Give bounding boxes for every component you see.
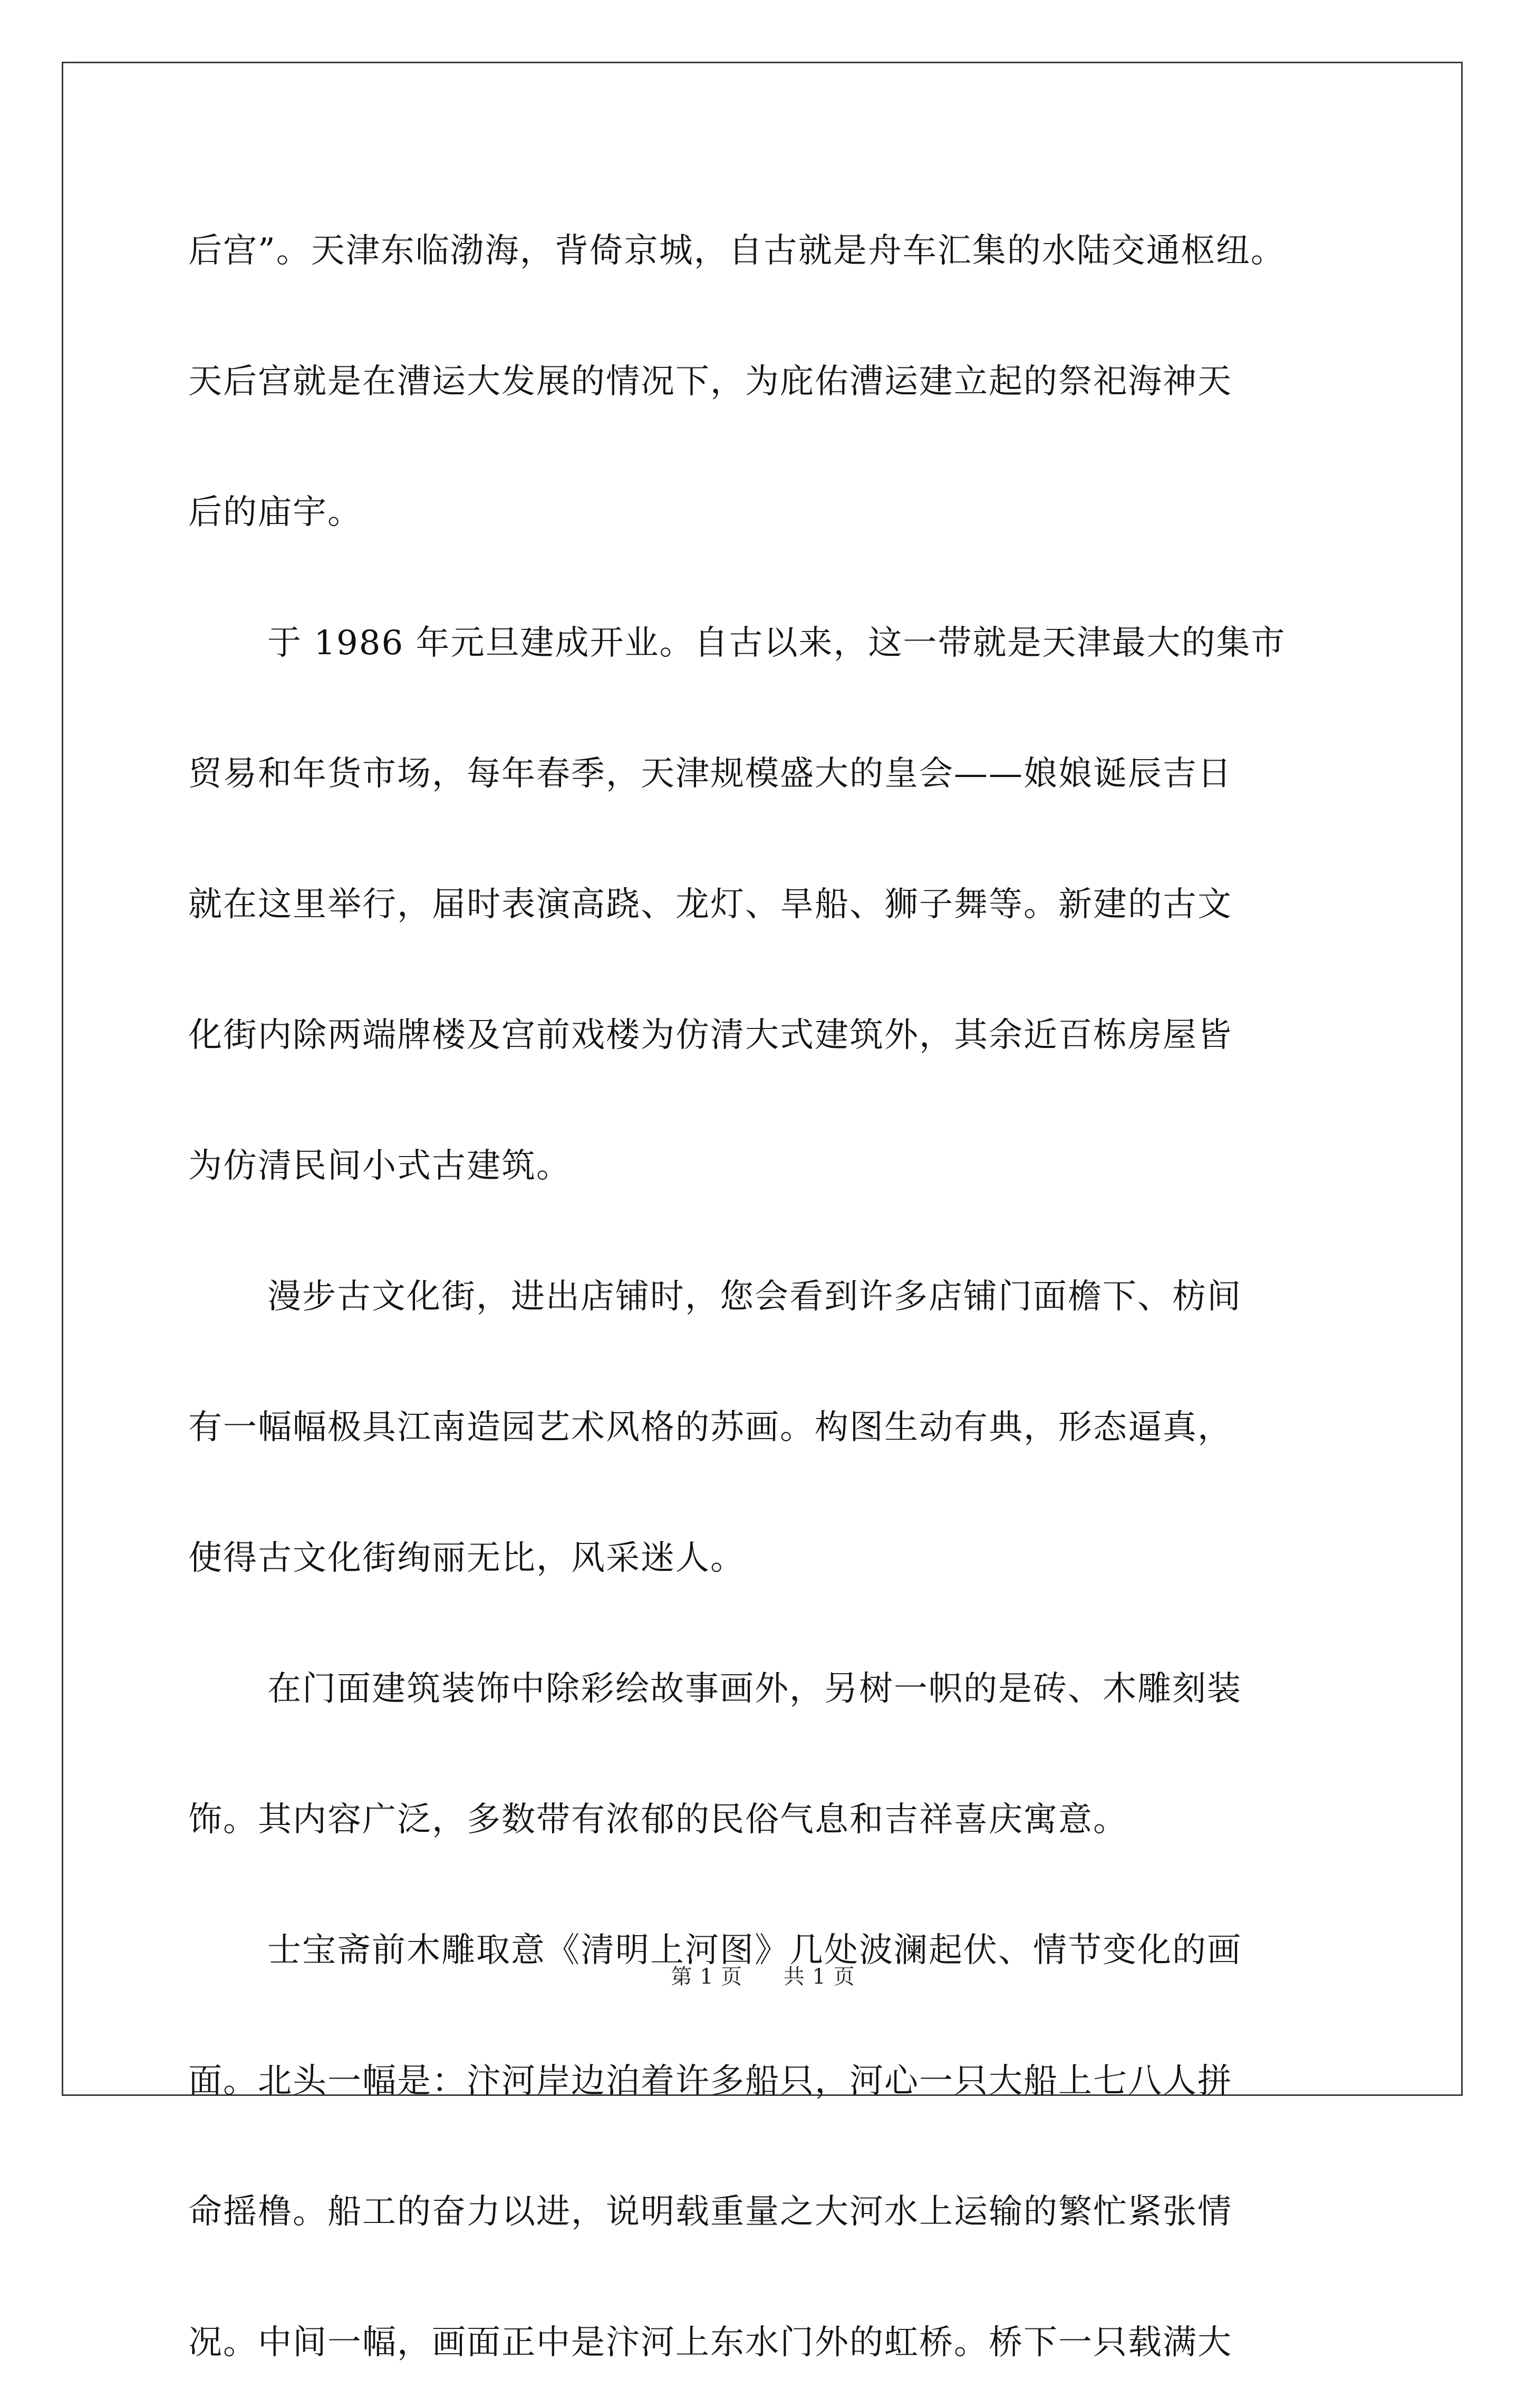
text-line: 贸易和年货市场，每年春季，天津规模盛大的皇会——娘娘诞辰吉日 xyxy=(188,754,1232,793)
text-line: 天后宫就是在漕运大发展的情况下，为庇佑漕运建立起的祭祀海神天 xyxy=(188,362,1232,401)
text-line: 后宫”。天津东临渤海，背倚京城，自古就是舟车汇集的水陆交通枢纽。 xyxy=(188,231,1286,270)
text-line: 面。北头一幅是：汴河岸边泊着许多船只，河心一只大船上七八人拼 xyxy=(188,2062,1232,2101)
text-line: 有一幅幅极具江南造园艺术风格的苏画。构图生动有典，形态逼真， xyxy=(188,1408,1232,1447)
paragraph-first-line: 士宝斋前木雕取意《清明上河图》几处波澜起伏、情节变化的画 xyxy=(267,1931,1242,1970)
text-line: 况。中间一幅，画面正中是汴河上东水门外的虹桥。桥下一只载满大 xyxy=(188,2323,1232,2362)
text-line: 化街内除两端牌楼及宫前戏楼为仿清大式建筑外，其余近百栋房屋皆 xyxy=(188,1016,1232,1055)
text-line: 使得古文化街绚丽无比，风采迷人。 xyxy=(188,1539,745,1578)
document-body xyxy=(188,186,1338,2408)
paragraph-first-line: 于 1986 年元旦建成开业。自古以来，这一带就是天津最大的集市 xyxy=(267,624,1286,663)
text-line: 饰。其内容广泛，多数带有浓郁的民俗气息和吉祥喜庆寓意。 xyxy=(188,1800,1128,1839)
paragraph-first-line: 漫步古文化街，进出店铺时，您会看到许多店铺门面檐下、枋间 xyxy=(267,1277,1242,1316)
page-number: 第 1 页 xyxy=(671,1965,743,1989)
paragraph-first-line: 在门面建筑装饰中除彩绘故事画外，另树一帜的是砖、木雕刻装 xyxy=(267,1669,1242,1708)
text-line: 就在这里举行，届时表演高跷、龙灯、旱船、狮子舞等。新建的古文 xyxy=(188,885,1232,924)
text-line: 为仿清民间小式古建筑。 xyxy=(188,1147,571,1186)
page-total: 共 1 页 xyxy=(783,1965,855,1989)
text-line: 后的庙宇。 xyxy=(188,493,362,532)
page-footer xyxy=(0,1960,1526,1990)
text-line: 命摇橹。船工的奋力以进，说明载重量之大河水上运输的繁忙紧张情 xyxy=(188,2192,1232,2231)
